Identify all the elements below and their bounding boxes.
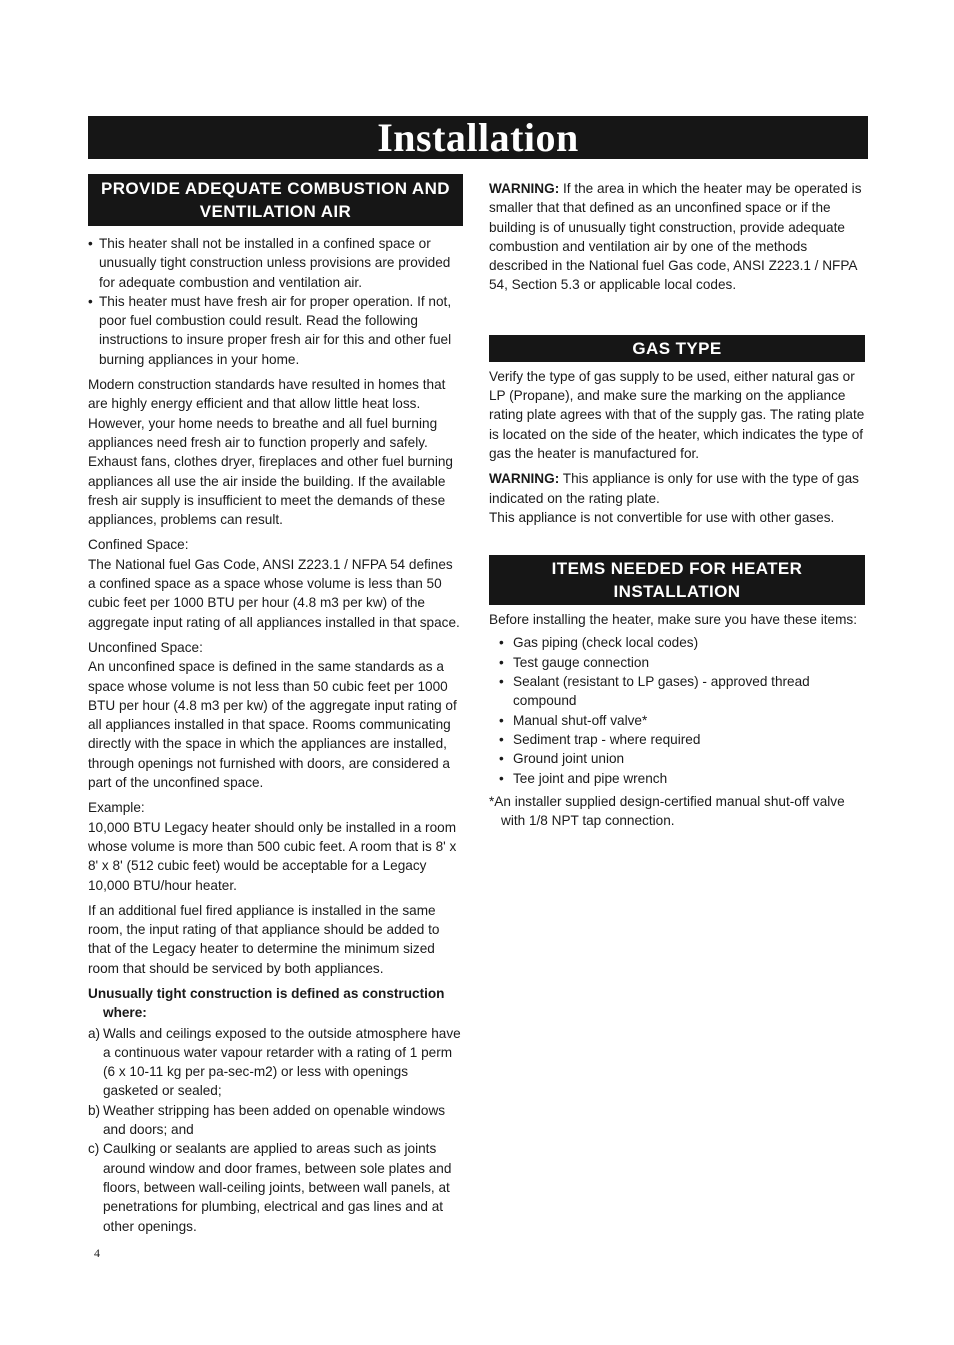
warning-unconfined <box>489 179 869 295</box>
section-header-items-needed-text: ITEMS NEEDED FOR HEATER INSTALLATION <box>551 559 803 602</box>
list-item-text: Weather stripping has been added on openable windows and doors; and <box>103 1102 446 1138</box>
list-item: • Manual shut-off valve* <box>499 711 869 730</box>
warning-label: WARNING: <box>489 181 560 196</box>
list-item: • This heater shall not be installed in a confined space or unusually tight construction unless provisions are provided for adequate combustion and ventilation air. <box>88 234 464 292</box>
list-item: • Gas piping (check local codes) <box>499 633 869 652</box>
page-number: 4 <box>94 1246 100 1260</box>
list-marker: b) <box>88 1102 101 1118</box>
intro-paragraph: Modern construction standards have resulted in homes that are highly energy efficient and that allow little heat loss. However, your home needs to breathe and all fuel burning appliances need fresh air to function properly and safely. Exhaust fans, clothes dryer, fireplaces and other fuel burning appliances all use the air inside the building. If the available fresh air supply is insufficient to meet the demands of these appliances, problems can result. <box>88 377 453 528</box>
example-text: 10,000 BTU Legacy heater should only be installed in a room whose volume is more than 500 cubic feet. A room that is 8' x 8' x 8' (512 cubic feet) would be acceptable for a Legacy 10,000 BTU/hour heater. <box>88 819 457 893</box>
items-intro-text: Before installing the heater, make sure you have these items: <box>489 612 857 628</box>
additional-appliance-text: If an additional fuel fired appliance is installed in the same room, the input rating of that appliance should be added to that of the Legacy heater to determine the minimum sized room that should be serviced by both appliances. <box>88 902 440 976</box>
list-item <box>88 1101 464 1140</box>
combustion-bullet-list <box>88 234 464 369</box>
section-header-gas-type <box>489 335 865 362</box>
section-header-combustion-text: PROVIDE ADEQUATE COMBUSTION AND VENTILATION AIR <box>101 179 450 221</box>
unconfined-space-title: Unconfined Space: <box>88 639 203 655</box>
confined-space-text: The National fuel Gas Code, ANSI Z223.1 / NFPA 54 defines a confined space as a space whose volume is less than 50 cubic feet per 1000 BTU per hour (4.8 m3 per kw) of the aggregate input rating of all appliances installed in that space. <box>88 556 460 630</box>
tight-construction-title: Unusually tight construction is defined as construction where: <box>88 985 445 1021</box>
section-header-gas-type-text: GAS TYPE <box>632 338 722 358</box>
warning-text: If the area in which the heater may be operated is smaller that that defined as an unconfined space or if the building is of unusually tight construction, provide adequate combustion and ventilation air by one of the methods described in the National fuel Gas code, ANSI Z223.1 / NFPA 54, Section 5.3 or applicable local codes. <box>489 181 862 293</box>
list-item: • Tee joint and pipe wrench <box>499 769 869 788</box>
list-item <box>88 1139 464 1235</box>
example-title: Example: <box>88 800 145 816</box>
unconfined-space-text: An unconfined space is defined in the same standards as a space whose volume is not less than 50 cubic feet per 1000 BTU per hour (4.8 m3 per kw) of the aggregate input rating of all appliances installed in that space. Rooms communicating directly with the space in which the appliances are installed, through openings not furnished with doors, are considered a part of the unconfined space. <box>88 659 457 791</box>
list-item: • Sealant (resistant to LP gases) - approved thread compound <box>499 672 869 711</box>
page-title: Installation <box>377 115 579 160</box>
items-needed-list <box>489 633 869 787</box>
list-item: • This heater must have fresh air for proper operation. If not, poor fuel combustion could result. Read the following instructions to insure proper fresh air for this and other fuel burning appliances in your home. <box>88 292 464 369</box>
gas-type-text: Verify the type of gas supply to be used, either natural gas or LP (Propane), and make sure the marking on the appliance rating plate agrees with that of the supply gas. The rating plate is located on the side of the heater, which indicates the type of gas the heater is manufactured for. <box>489 368 865 461</box>
warning-text: This appliance is only for use with the type of gas indicated on the rating plate. <box>489 471 859 506</box>
right-column <box>489 179 869 830</box>
section-header-items-needed <box>489 555 865 605</box>
tight-construction-list <box>88 1024 464 1236</box>
list-item: • Ground joint union <box>499 749 869 768</box>
not-convertible-text: This appliance is not convertible for use with other gases. <box>489 509 835 525</box>
list-item <box>88 1024 464 1101</box>
list-marker: a) <box>88 1025 101 1041</box>
list-item-text: Walls and ceilings exposed to the outside atmosphere have a continuous water vapour retarder with a rating of 1 perm (6 x 10-11 kg per pa-sec-m2) or less with openings gasketed or sealed; <box>103 1025 461 1099</box>
page-title-bar <box>88 116 868 159</box>
shutoff-valve-footnote: *An installer supplied design-certified manual shut-off valve with 1/8 NPT tap connection. <box>489 793 845 829</box>
list-marker: c) <box>88 1141 100 1157</box>
list-item: • Sediment trap - where required <box>499 730 869 749</box>
warning-label: WARNING: <box>489 471 560 487</box>
left-column <box>88 174 464 1236</box>
list-item-text: Caulking or sealants are applied to areas such as joints around window and door frames, between sole plates and floors, between wall-ceiling joints, between wall panels, at penetrations for plumbing, electrical and gas lines and at other openings. <box>103 1141 452 1234</box>
confined-space-title: Confined Space: <box>88 537 189 553</box>
list-item: • Test gauge connection <box>499 653 869 672</box>
warning-gas-type <box>489 469 869 508</box>
section-header-combustion <box>88 174 463 226</box>
